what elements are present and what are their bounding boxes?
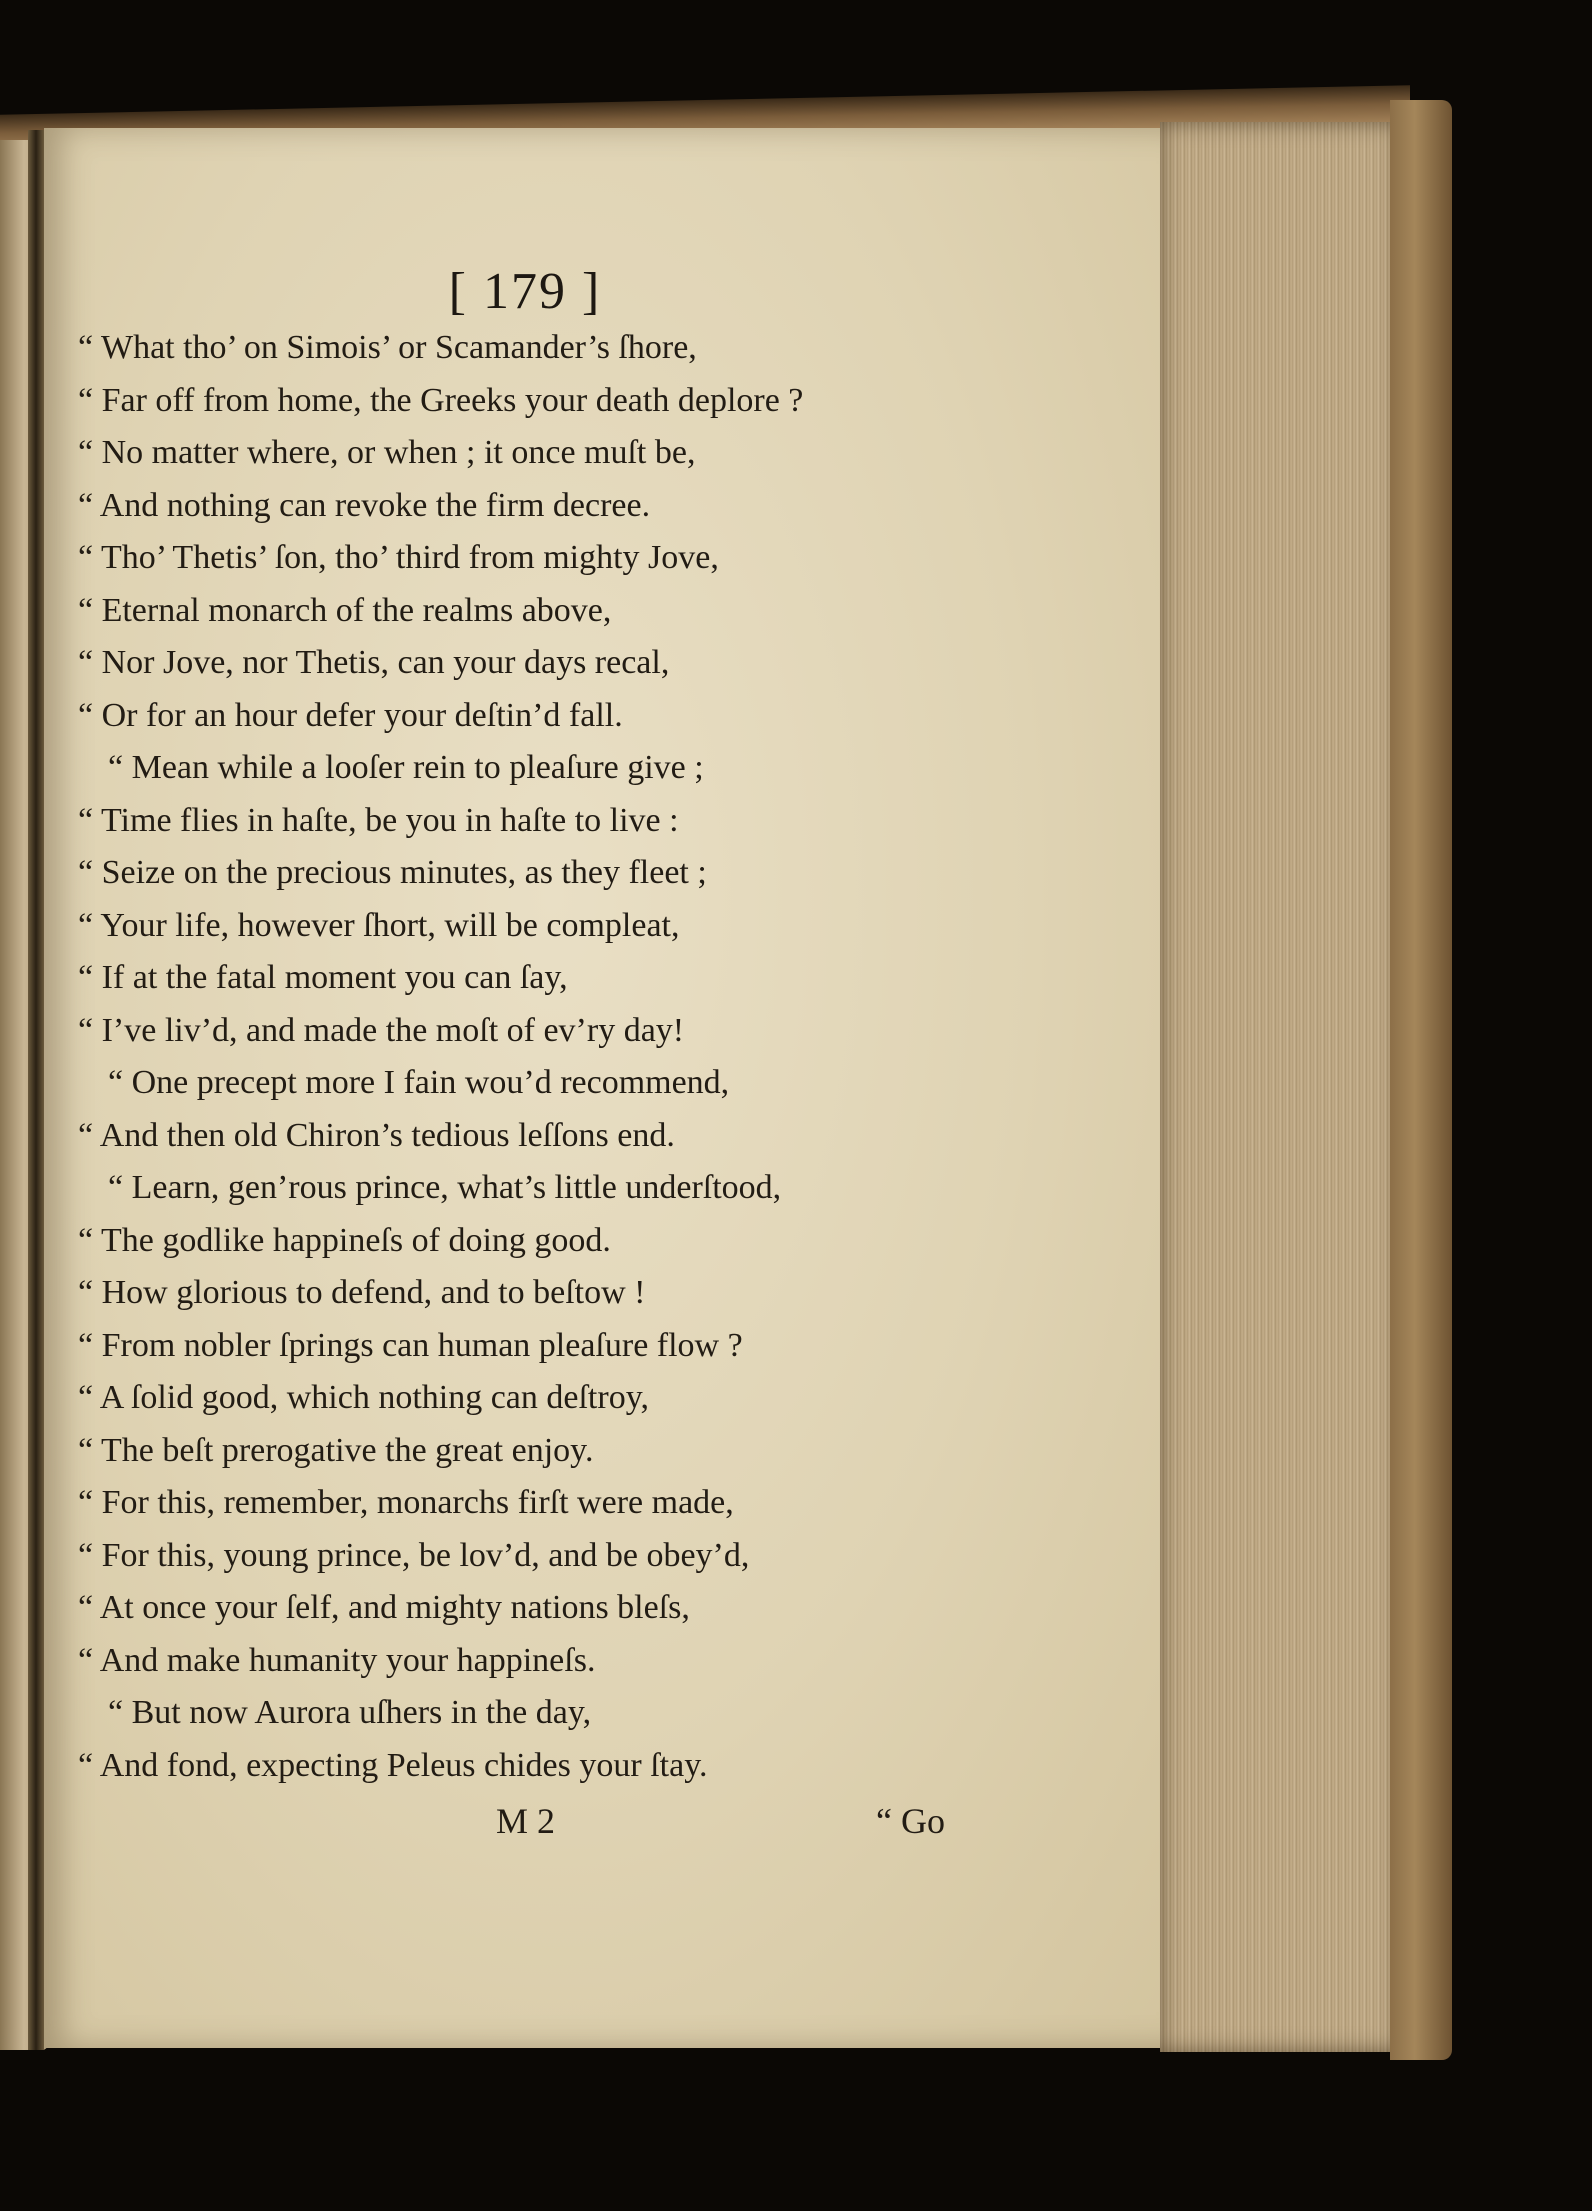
poem-line: “ And then old Chiron’s tedious leſſons end. bbox=[78, 1116, 675, 1154]
catchword: “ Go bbox=[876, 1801, 945, 1841]
poem-line: “ Or for an hour defer your deſtin’d fall. bbox=[78, 696, 623, 734]
poem-line: “ How glorious to defend, and to beſtow ! bbox=[78, 1274, 646, 1311]
book-gutter bbox=[28, 130, 44, 2050]
poem-text bbox=[78, 322, 1098, 1792]
page-number: [ 179 ] bbox=[448, 263, 602, 320]
poem-line: “ But now Aurora uſhers in the day, bbox=[108, 1694, 592, 1731]
poem-line: “ A ſolid good, which nothing can deſtroy, bbox=[78, 1379, 649, 1416]
poem-line: “ From nobler ſprings can human pleaſure flow ? bbox=[78, 1326, 743, 1364]
poem-line: “ For this, young prince, be lov’d, and be obey’d, bbox=[78, 1536, 750, 1574]
poem-line: “ Time flies in haſte, be you in haſte to live : bbox=[78, 801, 679, 839]
poem-line: “ And fond, expecting Peleus chides your ſtay. bbox=[78, 1746, 708, 1784]
poem-line: “ The beſt prerogative the great enjoy. bbox=[78, 1431, 594, 1469]
poem-line: “ The godlike happineſs of doing good. bbox=[78, 1221, 611, 1259]
poem-line: “ Nor Jove, nor Thetis, can your days recal, bbox=[78, 644, 670, 681]
poem-line: “ I’ve liv’d, and made the moſt of ev’ry day! bbox=[78, 1011, 685, 1049]
poem-line: “ What tho’ on Simois’ or Scamander’s ſhore, bbox=[78, 329, 697, 366]
signature-mark: M 2 bbox=[496, 1801, 556, 1841]
poem-line: “ Tho’ Thetis’ ſon, tho’ third from mighty Jove, bbox=[78, 539, 719, 576]
poem-line: “ Your life, however ſhort, will be compleat, bbox=[78, 906, 680, 944]
poem-line: “ At once your ſelf, and mighty nations bleſs, bbox=[78, 1589, 690, 1626]
poem-line: “ And nothing can revoke the firm decree. bbox=[78, 486, 651, 524]
poem-line: “ No matter where, or when ; it once muſt be, bbox=[78, 434, 696, 471]
poem-line: “ For this, remember, monarchs firſt were made, bbox=[78, 1484, 734, 1521]
poem-line: “ If at the fatal moment you can ſay, bbox=[78, 959, 568, 996]
page-block-edges bbox=[1160, 122, 1400, 2052]
poem-line: “ Far off from home, the Greeks your death deplore ? bbox=[78, 381, 804, 419]
poem-line: “ One precept more I fain wou’d recommend, bbox=[108, 1064, 730, 1101]
book-cover-edge bbox=[1390, 100, 1452, 2060]
poem-line: “ Seize on the precious minutes, as they fleet ; bbox=[78, 854, 707, 891]
poem-line: “ Learn, gen’rous prince, what’s little underſtood, bbox=[108, 1169, 782, 1206]
poem-line: “ Mean while a looſer rein to pleaſure give ; bbox=[108, 749, 704, 786]
poem-line: “ Eternal monarch of the realms above, bbox=[78, 591, 612, 629]
poem-line: “ And make humanity your happineſs. bbox=[78, 1641, 596, 1679]
